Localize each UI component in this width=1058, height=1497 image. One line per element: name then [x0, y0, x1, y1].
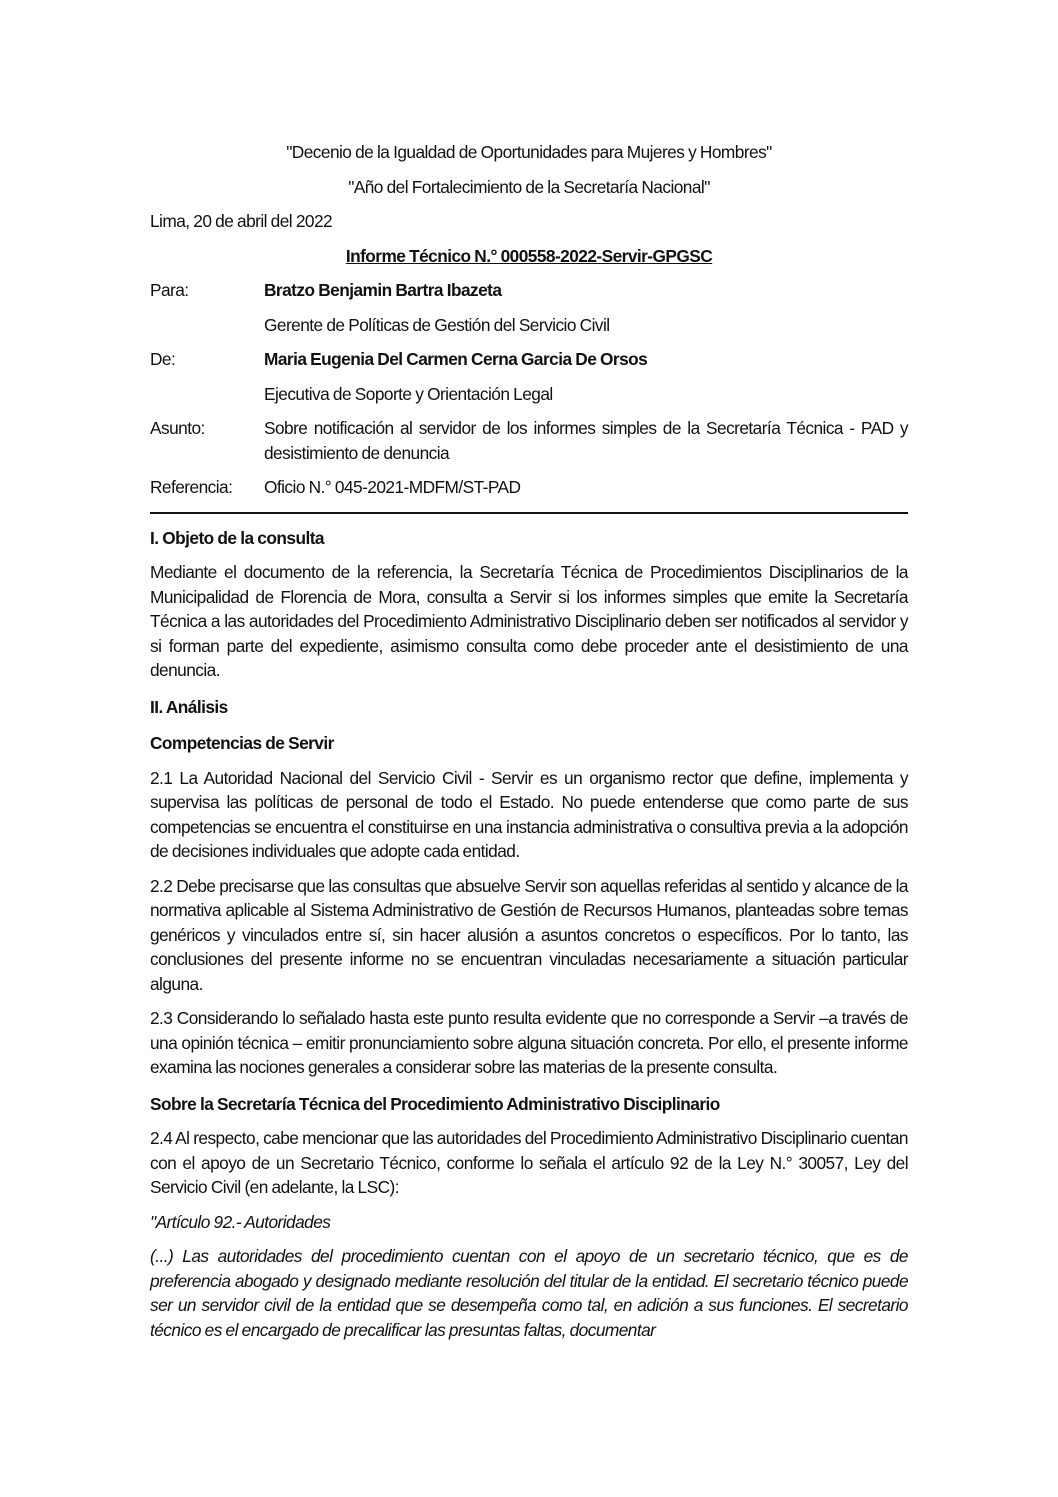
document-content [150, 140, 908, 1342]
memo-reference: Oficio N.° 045-2021-MDFM/ST-PAD [264, 477, 521, 497]
quote-heading: "Artículo 92.- Autoridades [150, 1211, 331, 1232]
year-motto: "Año del Fortalecimiento de la Secretaría Nacional" [348, 176, 710, 197]
memo-subject: Sobre notificación al servidor de los informes simples de la Secretaría Técnica - PAD y desistimiento de denuncia [264, 418, 908, 463]
memo-to-block [264, 278, 908, 337]
section-1-paragraph: Mediante el documento de la referencia, la Secretaría Técnica de Procedimientos Disciplinarios de la Municipalidad de Florencia de Mora, consulta a Servir si los informes simples que emite la Secretaría Técnica a las autoridades del Procedimiento Administrativo Disciplinario deben ser notificados al servidor y si forman parte del expediente, asimismo consulta como debe proceder ante el desistimiento de una denuncia. [150, 562, 908, 680]
paragraph-2-1: 2.1 La Autoridad Nacional del Servicio Civil - Servir es un organismo rector que define, implementa y supervisa las políticas de personal de todo el Estado. No puede entenderse que como parte de sus competencias se encuentra el constituirse en una instancia administrativa o consultiva previa a la adopción de decisiones individuales que adopte cada entidad. [150, 767, 908, 861]
document-date: Lima, 20 de abril del 2022 [150, 211, 333, 231]
memo-from-block [264, 347, 908, 406]
paragraph-2-2: 2.2 Debe precisarse que las consultas que absuelve Servir son aquellas referidas al sentido y alcance de la normativa aplicable al Sistema Administrativo de Gestión de Recursos Humanos, planteadas sobre temas genéricos y vinculados entre sí, sin hacer alusión a asuntos concretos o específicos. Por lo tanto, las conclusiones del presente informe no se encuentran vinculadas necesariamente a situación particular alguna. [150, 875, 908, 994]
memo-reference-row [150, 475, 908, 500]
report-title: Informe Técnico N.° 000558-2022-Servir-GPGSC [345, 245, 713, 266]
decade-motto: "Decenio de la Igualdad de Oportunidades para Mujeres y Hombres" [286, 142, 772, 162]
memo-reference-label: Referencia: [150, 477, 233, 497]
subsection-competencias-title: Competencias de Servir [150, 733, 334, 753]
memo-to-row [150, 278, 908, 337]
quote-paragraph: (...) Las autoridades del procedimiento cuentan con el apoyo de un secretario técnico, que es de preferencia abogado y designado mediante resolución del titular de la entidad. El secretario técnico puede ser un servidor civil de la entidad que se desempeña como tal, en adición a sus funciones. El secretario técnico es el encargado de precalificar las presuntas faltas, documentar [150, 1246, 908, 1340]
header-divider [150, 512, 908, 514]
section-2-title: II. Análisis [150, 696, 228, 717]
memo-to-label: Para: [150, 280, 189, 300]
memo-from-row [150, 347, 908, 406]
memo-from-role: Ejecutiva de Soporte y Orientación Legal [264, 383, 553, 404]
memo-subject-label: Asunto: [150, 418, 205, 438]
paragraph-2-3: 2.3 Considerando lo señalado hasta este punto resulta evidente que no corresponde a Servir –a través de una opinión técnica – emitir pronunciamiento sobre alguna situación concreta. Por ello, el presente informe examina las nociones generales a considerar sobre las materias de la presente consulta. [150, 1008, 908, 1077]
paragraph-2-4: 2.4 Al respecto, cabe mencionar que las autoridades del Procedimiento Administrativo Disciplinario cuentan con el apoyo de un Secretario Técnico, conforme lo señala el artículo 92 de la Ley N.° 30057, Ley del Servicio Civil (en adelante, la LSC): [150, 1128, 908, 1197]
memo-to-name: Bratzo Benjamin Bartra Ibazeta [264, 280, 502, 300]
memo-to-role: Gerente de Políticas de Gestión del Servicio Civil [264, 314, 610, 335]
subsection-secretaria-title: Sobre la Secretaría Técnica del Procedimiento Administrativo Disciplinario [150, 1093, 720, 1114]
memo-subject-row [150, 416, 908, 465]
memo-from-name: Maria Eugenia Del Carmen Cerna Garcia De Orsos [264, 349, 648, 369]
memo-from-label: De: [150, 349, 176, 369]
section-1-title: I. Objeto de la consulta [150, 527, 324, 548]
